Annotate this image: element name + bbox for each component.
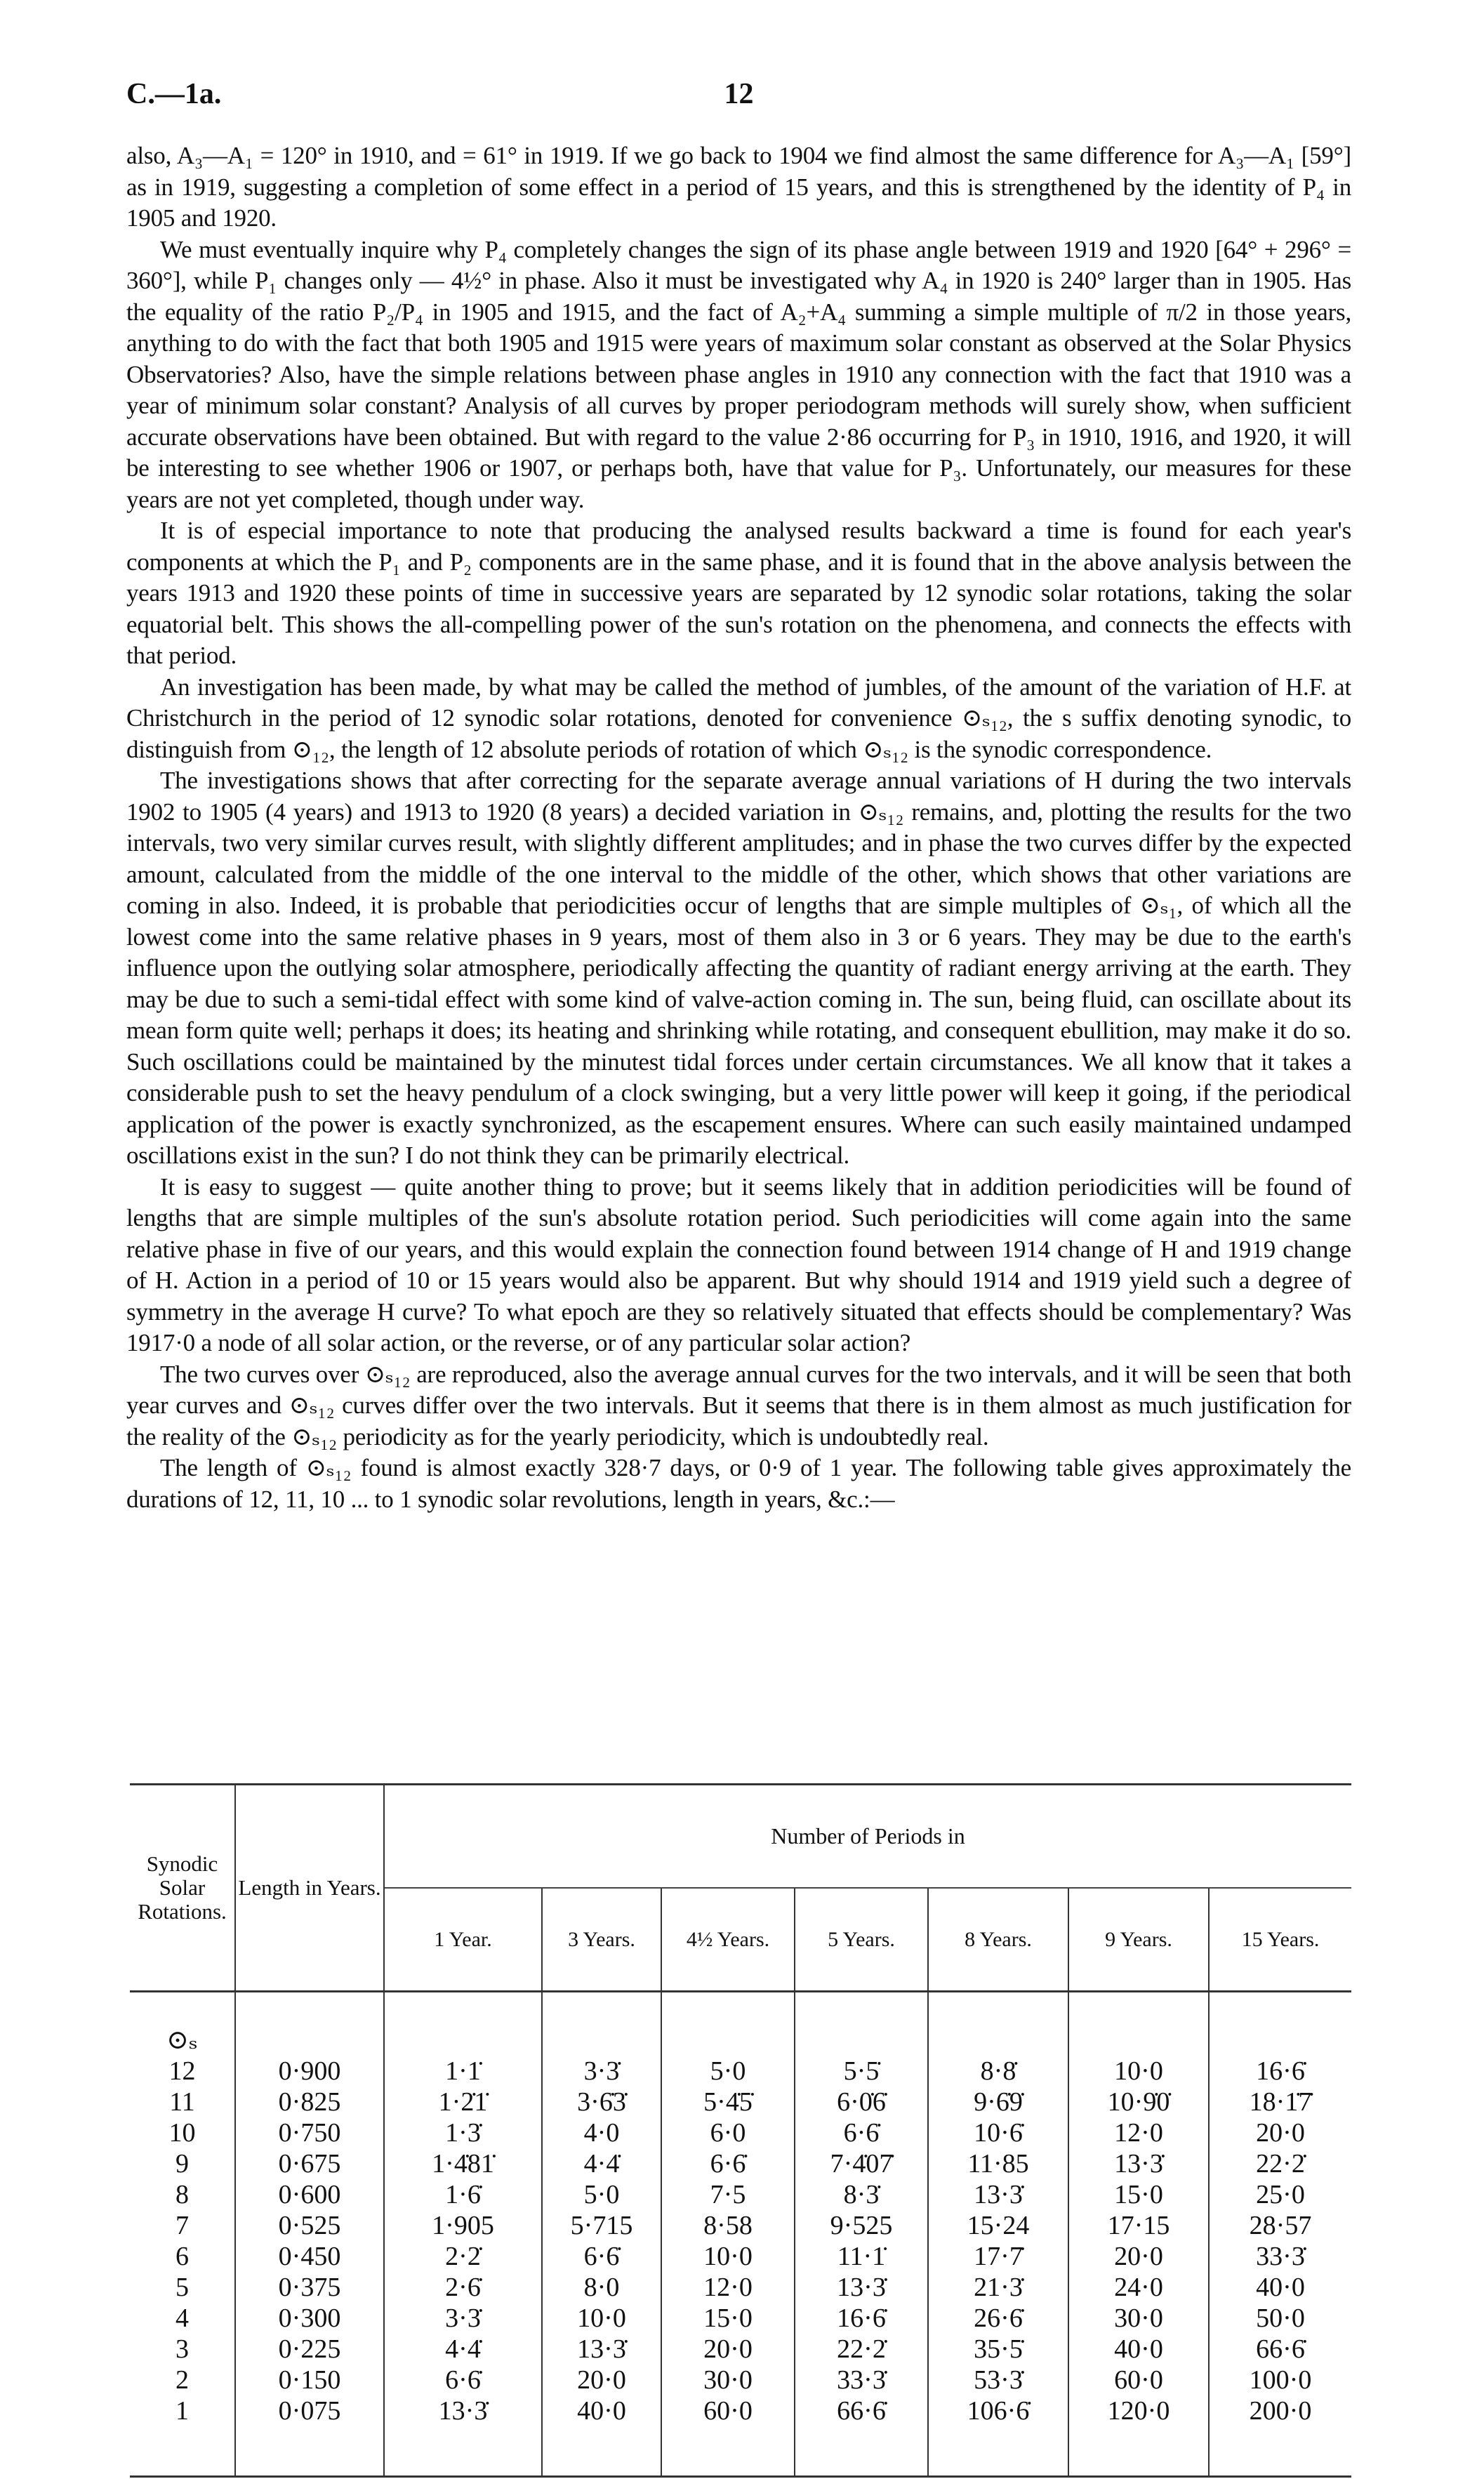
- periods-cell: 30·0: [1068, 2303, 1209, 2334]
- periods-cell: 3·6̇3̇: [542, 2087, 661, 2117]
- periods-cell: 22·2̇: [1209, 2148, 1351, 2179]
- table-row: [130, 2395, 1351, 2426]
- header-rotations: Synodic Solar Rotations.: [138, 1851, 227, 1924]
- periods-cell: 15·0: [1068, 2179, 1209, 2210]
- periods-cell: 1·6̇: [384, 2179, 542, 2210]
- paragraph: We must eventually inquire why P₄ completely changes the sign of its phase angle between 1919 and 1920 [64° + 296° = 360°], while P₁ changes only — 4½° in phase. Also it must be investigated why A₄ in 1920 is 240° larger than in 1905. Has the equality of the ratio P₂/P₄ in 1905 and 1915, and the fact of A₂+A₄ summing a simple multiple of π/2 in those years, anything to do with the fact that both 1905 and 1915 were years of maximum solar constant as observed at the Solar Physics Observatories? Also, have the simple relations between phase angles in 1910 any connection with the fact that 1910 was a year of minimum solar constant? Analysis of all curves by proper periodogram methods will surely show, when sufficient accurate observations have been obtained. But with regard to the value 2·86 occurring for P₃ in 1910, 1916, and 1920, it will be interesting to see whether 1906 or 1907, or perhaps both, have that value for P₃. Unfortunately, our measures for these years are not yet completed, though under way.: [126, 235, 1351, 513]
- length-cell: 0·075: [235, 2395, 384, 2426]
- periods-cell: 6·6̇: [384, 2365, 542, 2395]
- periods-cell: 6·6̇: [795, 2117, 928, 2148]
- paragraph: also, A₃—A₁ = 120° in 1910, and = 61° in 1919. If we go back to 1904 we find almost the same difference for A₃—A₁ [59°] as in 1919, suggesting a completion of some effect in a period of 15 years, and this is strengthened by the identity of P₄ in 1905 and 1920.: [126, 142, 1351, 232]
- periods-cell: 22·2̇: [795, 2334, 928, 2365]
- periods-cell: 28·57: [1209, 2210, 1351, 2241]
- periods-cell: 17·15: [1068, 2210, 1209, 2241]
- periods-cell: 106·6̇: [928, 2395, 1068, 2426]
- rotations-cell: 1: [175, 2396, 189, 2426]
- periods-cell: 13·3̇: [928, 2179, 1068, 2210]
- periods-cell: 50·0: [1209, 2303, 1351, 2334]
- rotations-cell: 3: [175, 2334, 189, 2364]
- periods-cell: 10·6̇: [928, 2117, 1068, 2148]
- periods-cell: 8·58: [661, 2210, 795, 2241]
- periods-cell: 1·1̇: [384, 2056, 542, 2087]
- periods-cell: 16·6̇: [1209, 2056, 1351, 2087]
- header-period: 9 Years.: [1068, 1888, 1209, 1992]
- table-row: [130, 2117, 1351, 2148]
- rotations-cell: 5: [175, 2273, 189, 2302]
- periods-cell: 120·0: [1068, 2395, 1209, 2426]
- rotations-cell: 9: [175, 2149, 189, 2179]
- periods-cell: 20·0: [1209, 2117, 1351, 2148]
- periods-cell: 30·0: [661, 2365, 795, 2395]
- length-cell: 0·900: [235, 2056, 384, 2087]
- periods-cell: 12·0: [1068, 2117, 1209, 2148]
- periods-cell: 26·6̇: [928, 2303, 1068, 2334]
- periods-cell: 5·0: [661, 2056, 795, 2087]
- header-period: 3 Years.: [542, 1888, 661, 1992]
- periods-cell: 5·0: [542, 2179, 661, 2210]
- periods-cell: 100·0: [1209, 2365, 1351, 2395]
- periods-cell: 11·1̇: [795, 2241, 928, 2272]
- periods-cell: 33·3̇: [795, 2365, 928, 2395]
- periods-cell: 5·5̇: [795, 2056, 928, 2087]
- table-row: [130, 2210, 1351, 2241]
- periods-cell: 11·85: [928, 2148, 1068, 2179]
- periods-cell: 6·0̇6̇: [795, 2087, 928, 2117]
- periods-cell: 10·0: [1068, 2056, 1209, 2087]
- paragraph: It is of especial importance to note that producing the analysed results backward a time is found for each year's components at which the P₁ and P₂ components are in the same phase, and it is found that in the above analysis between the years 1913 and 1920 these points of time in successive years are separated by 12 synodic solar rotations, taking the solar equatorial belt. This shows the all-compelling power of the sun's rotation on the phenomena, and connects the effects with that period.: [126, 517, 1351, 669]
- length-cell: 0·750: [235, 2117, 384, 2148]
- rotations-cell: 8: [175, 2180, 189, 2209]
- paragraph: An investigation has been made, by what may be called the method of jumbles, of the amount of the variation of H.F. at Christchurch in the period of 12 synodic solar rotations, denoted for convenience ⊙ₛ₁₂, the s suffix denoting synodic, to distinguish from ⊙₁₂, the length of 12 absolute periods of rotation of which ⊙ₛ₁₂ is the synodic correspondence.: [126, 673, 1351, 763]
- periods-cell: 1·4̇81̇: [384, 2148, 542, 2179]
- periods-cell: 10·0: [661, 2241, 795, 2272]
- periods-cell: 40·0: [1209, 2272, 1351, 2303]
- header-number-of-periods: Number of Periods in: [384, 1785, 1351, 1889]
- periods-cell: 9·525: [795, 2210, 928, 2241]
- periods-cell: 60·0: [661, 2395, 795, 2426]
- table-row: [130, 2241, 1351, 2272]
- periods-cell: 4·0: [542, 2117, 661, 2148]
- table-row: [130, 2272, 1351, 2303]
- periods-cell: 20·0: [1068, 2241, 1209, 2272]
- paragraph: The length of ⊙ₛ₁₂ found is almost exactly 328·7 days, or 0·9 of 1 year. The following table gives approximately the durations of 12, 11, 10 ... to 1 synodic solar revolutions, length in years, &c.:—: [126, 1454, 1351, 1513]
- periods-cell: 3·3̇: [542, 2056, 661, 2087]
- periods-cell: 7·4̇07̇: [795, 2148, 928, 2179]
- table-row: [130, 2303, 1351, 2334]
- rotations-cell: 2: [175, 2365, 189, 2395]
- periods-cell: 200·0: [1209, 2395, 1351, 2426]
- periods-cell: 8·8̇: [928, 2056, 1068, 2087]
- periods-cell: 35·5̇: [928, 2334, 1068, 2365]
- table-row: [130, 2365, 1351, 2395]
- periods-cell: 13·3̇: [384, 2395, 542, 2426]
- periods-cell: 8·0: [542, 2272, 661, 2303]
- periods-cell: 3·3̇: [384, 2303, 542, 2334]
- synodic-rotations-table: [130, 1783, 1351, 2478]
- length-cell: 0·825: [235, 2087, 384, 2117]
- rotations-cell: 4: [175, 2303, 189, 2333]
- periods-cell: 10·0: [542, 2303, 661, 2334]
- periods-cell: 24·0: [1068, 2272, 1209, 2303]
- periods-cell: 60·0: [1068, 2365, 1209, 2395]
- rotations-cell: 10: [168, 2118, 196, 2148]
- section-label: C.—1a.: [126, 78, 222, 110]
- header-period: 4½ Years.: [661, 1888, 795, 1992]
- periods-cell: 4·4̇: [384, 2334, 542, 2365]
- periods-cell: 33·3̇: [1209, 2241, 1351, 2272]
- length-cell: 0·375: [235, 2272, 384, 2303]
- length-cell: 0·450: [235, 2241, 384, 2272]
- rotations-cell: 6: [175, 2242, 189, 2271]
- periods-cell: 10·9̇0̇: [1068, 2087, 1209, 2117]
- header-period: 1 Year.: [384, 1888, 542, 1992]
- periods-cell: 18·1̇7̇: [1209, 2087, 1351, 2117]
- periods-cell: 1·905: [384, 2210, 542, 2241]
- periods-cell: 13·3̇: [1068, 2148, 1209, 2179]
- periods-cell: 66·6̇: [795, 2395, 928, 2426]
- periods-cell: 9·6̇9̇: [928, 2087, 1068, 2117]
- periods-cell: 66·6̇: [1209, 2334, 1351, 2365]
- page-number: 12: [724, 78, 754, 110]
- length-cell: 0·600: [235, 2179, 384, 2210]
- periods-cell: 4·4̇: [542, 2148, 661, 2179]
- rotations-cell: 12: [168, 2056, 196, 2086]
- periods-cell: 7·5: [661, 2179, 795, 2210]
- periods-cell: 53·3̇: [928, 2365, 1068, 2395]
- periods-cell: 12·0: [661, 2272, 795, 2303]
- body-text: [126, 140, 1351, 1515]
- length-cell: 0·150: [235, 2365, 384, 2395]
- rotations-cell: 7: [175, 2211, 189, 2240]
- periods-cell: 16·6̇: [795, 2303, 928, 2334]
- periods-cell: 8·3̇: [795, 2179, 928, 2210]
- solar-symbol: ⊙ₛ: [166, 2025, 198, 2055]
- periods-cell: 20·0: [542, 2365, 661, 2395]
- paragraph: The investigations shows that after correcting for the separate average annual variations of H during the two intervals 1902 to 1905 (4 years) and 1913 to 1920 (8 years) a decided variation in ⊙ₛ₁₂ remains, and, plotting the results for the two intervals, two very similar curves result, with slightly different amplitudes; and in phase the two curves differ by the expected amount, calculated from the middle of the one interval to the middle of the other, which shows that other variations are coming in also. Indeed, it is probable that periodicities occur of lengths that are simple multiples of ⊙ₛ₁, of which all the lowest come into the same relative phases in 9 years, most of them also in 3 or 6 years. They may be due to the earth's influence upon the outlying solar atmosphere, periodically affecting the quantity of radiant energy arriving at the earth. They may be due to such a semi-tidal effect with some kind of valve-action coming in. The sun, being fluid, can oscillate about its mean form quite well; perhaps it does; its heating and shrinking while rotating, and consequent ebullition, may make it do so. Such oscillations could be maintained by the minutest tidal forces under certain circumstances. We all know that it takes a considerable push to set the heavy pendulum of a clock swinging, but a very little power will keep it going, if the periodical application of the power is exactly synchronized, as the escapement ensures. Where can such easily maintained undamped oscillations exist in the sun? I do not think they can be primarily electrical.: [126, 767, 1351, 1169]
- paragraph: The two curves over ⊙ₛ₁₂ are reproduced, also the average annual curves for the two intervals, and it will be seen that both year curves and ⊙ₛ₁₂ curves differ over the two intervals. But it seems that there is in them almost as much justification for the reality of the ⊙ₛ₁₂ periodicity as for the yearly periodicity, which is undoubtedly real.: [126, 1360, 1351, 1450]
- length-cell: 0·525: [235, 2210, 384, 2241]
- periods-cell: 1·3̇: [384, 2117, 542, 2148]
- periods-cell: 13·3̇: [795, 2272, 928, 2303]
- periods-cell: 17·7̇: [928, 2241, 1068, 2272]
- periods-cell: 6·6̇: [542, 2241, 661, 2272]
- table-row: [130, 2087, 1351, 2117]
- periods-cell: 6·6̇: [661, 2148, 795, 2179]
- length-cell: 0·675: [235, 2148, 384, 2179]
- periods-cell: 40·0: [542, 2395, 661, 2426]
- periods-cell: 25·0: [1209, 2179, 1351, 2210]
- periods-cell: 2·2̇: [384, 2241, 542, 2272]
- periods-cell: 13·3̇: [542, 2334, 661, 2365]
- periods-cell: 21·3̇: [928, 2272, 1068, 2303]
- length-cell: 0·225: [235, 2334, 384, 2365]
- periods-cell: 40·0: [1068, 2334, 1209, 2365]
- periods-cell: 2·6̇: [384, 2272, 542, 2303]
- periods-cell: 5·715: [542, 2210, 661, 2241]
- periods-cell: 6·0: [661, 2117, 795, 2148]
- paragraph: It is easy to suggest — quite another thing to prove; but it seems likely that in addition periodicities will be found of lengths that are simple multiples of the sun's absolute rotation period. Such periodicities will come again into the same relative phase in five of our years, and this would explain the connection found between 1914 change of H and 1919 change of H. Action in a period of 10 or 15 years would also be apparent. But why should 1914 and 1919 yield such a degree of symmetry in the average H curve? To what epoch are they so relatively situated that effects should be complementary? Was 1917·0 a node of all solar action, or the reverse, or of any particular solar action?: [126, 1172, 1351, 1356]
- periods-cell: 20·0: [661, 2334, 795, 2365]
- periods-cell: 15·24: [928, 2210, 1068, 2241]
- header-period: 15 Years.: [1209, 1888, 1351, 1992]
- header-period: 5 Years.: [795, 1888, 928, 1992]
- periods-cell: 15·0: [661, 2303, 795, 2334]
- length-cell: 0·300: [235, 2303, 384, 2334]
- header-length: Length in Years.: [235, 1785, 384, 1992]
- rotations-cell: 11: [169, 2087, 195, 2117]
- table-row: [130, 2148, 1351, 2179]
- table-row: [130, 2334, 1351, 2365]
- periods-cell: 5·4̇5̇: [661, 2087, 795, 2117]
- page-header: [126, 77, 1351, 119]
- header-period: 8 Years.: [928, 1888, 1068, 1992]
- periods-cell: 1·2̇1̇: [384, 2087, 542, 2117]
- table-row: [130, 2179, 1351, 2210]
- table-row: [130, 2056, 1351, 2087]
